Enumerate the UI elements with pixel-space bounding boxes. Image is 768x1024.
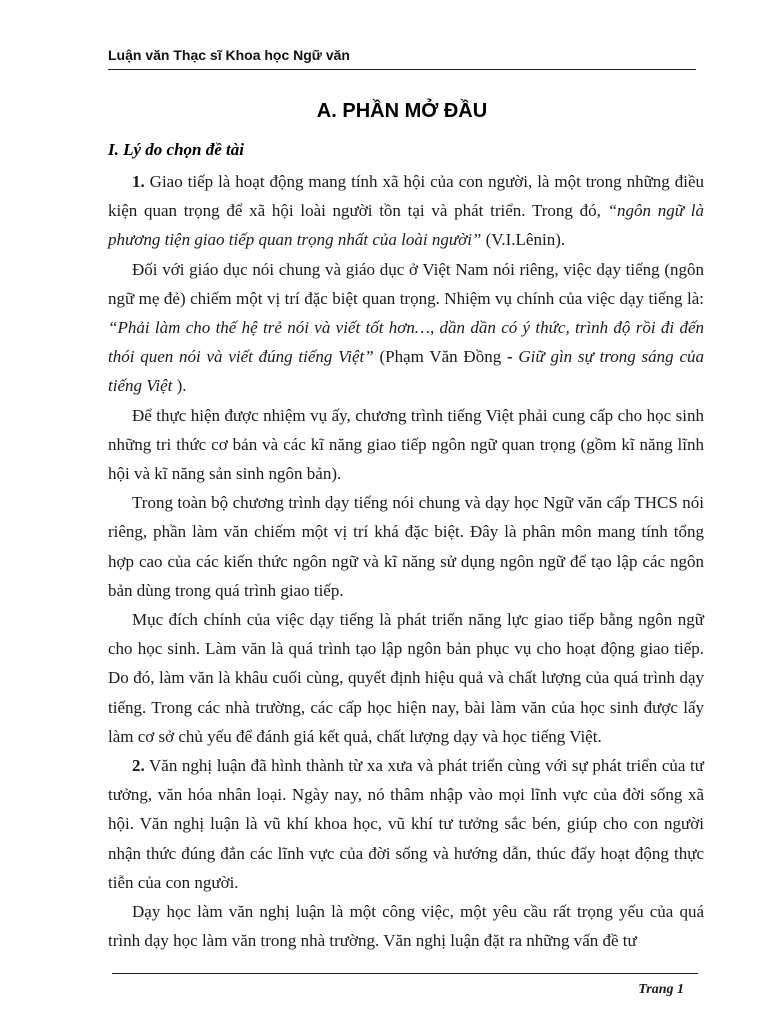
paragraph-1: [108, 167, 704, 255]
running-header: Luận văn Thạc sĩ Khoa học Ngữ văn: [108, 47, 350, 63]
body-text: [108, 167, 704, 955]
paragraph-3: Để thực hiện được nhiệm vụ ấy, chương trình tiếng Việt phải cung cấp cho học sinh những tri thức cơ bản và các kĩ năng giao tiếp ngôn ngữ quan trọng (gồm kĩ năng lĩnh hội và kĩ năng sản sinh ngôn bản).: [108, 405, 704, 484]
footer-divider: [112, 973, 698, 974]
paragraph-6: [108, 751, 704, 897]
citation-work: Giữ gìn sự trong sáng của tiếng Việt: [108, 347, 704, 396]
paragraph-number: 2.: [132, 756, 145, 776]
paragraph-7: Dạy học làm văn nghị luận là một công việc, một yêu cầu rất trọng yếu của quá trình dạy học làm văn trong nhà trường. Văn nghị luận đặt ra những vấn đề tư: [108, 902, 704, 951]
paragraph-5: Mục đích chính của việc dạy tiếng là phát triển năng lực giao tiếp bằng ngôn ngữ cho học sinh. Làm văn là quá trình tạo lập ngôn bản phục vụ cho hoạt động giao tiếp. Do đó, làm văn là khâu cuối cùng, quyết định hiệu quả và chất lượng của quá trình dạy tiếng. Trong các nhà trường, các cấp học hiện nay, bài làm văn của học sinh được lấy làm cơ sở chủ yếu để đánh giá kết quả, chất lượng dạy và học tiếng Việt.: [108, 610, 704, 746]
citation-author: (Phạm Văn Đồng: [373, 347, 507, 367]
citation-end: ).: [172, 376, 187, 396]
page-title: A. PHẦN MỞ ĐẦU: [316, 100, 488, 122]
section-heading: I. Lý do chọn đề tài: [108, 140, 244, 159]
paragraph-text: Giao tiếp là hoạt động mang tính xã hội của con người, là một trong những điều kiện quan trọng để xã hội loài người tồn tại và phát triển. Trong đó,: [108, 172, 704, 221]
paragraph-text: Đối với giáo dục nói chung và giáo dục ở Việt Nam nói riêng, việc dạy tiếng (ngôn ngữ mẹ đẻ) chiếm một vị trí đặc biệt quan trọng. Nhiệm vụ chính của việc dạy tiếng là:: [108, 259, 704, 308]
page-number: Trang 1: [638, 982, 684, 997]
quote: “Phải làm cho thế hệ trẻ nói và viết tốt hơn…, dần dần có ý thức, trình độ rồi đi đến thói quen nói và viết đúng tiếng Việt”: [108, 318, 704, 367]
paragraph-number: 1.: [132, 172, 145, 191]
quote: “ngôn ngữ là phương tiện giao tiếp quan trọng nhất của loài người”: [108, 201, 704, 250]
citation-dash: -: [506, 347, 513, 367]
paragraph-text: Văn nghị luận đã hình thành từ xa xưa và phát triển cùng với sự phát triển của tư tưởng, văn hóa nhân loại. Ngày nay, nó thâm nhập vào mọi lĩnh vực của đời sống xã hội. Văn nghị luận là vũ khí khoa học, vũ khí tư tưởng sắc bén, giúp cho con người nhận thức đúng đắn các lĩnh vực của đời sống và hướng dẫn, thúc đẩy hoạt động thực tiễn của con người.: [108, 756, 704, 892]
header-divider: [108, 69, 696, 70]
paragraph-4: Trong toàn bộ chương trình dạy tiếng nói chung và dạy học Ngữ văn cấp THCS nói riêng, phần làm văn chiếm một vị trí khá đặc biệt. Đây là phân môn mang tính tổng hợp cao của các kiến thức ngôn ngữ và kĩ năng sử dụng ngôn ngữ để tạo lập các ngôn bản dùng trong quá trình giao tiếp.: [108, 493, 704, 600]
paragraph-2: [108, 255, 704, 401]
citation: (V.I.Lênin).: [481, 230, 566, 250]
